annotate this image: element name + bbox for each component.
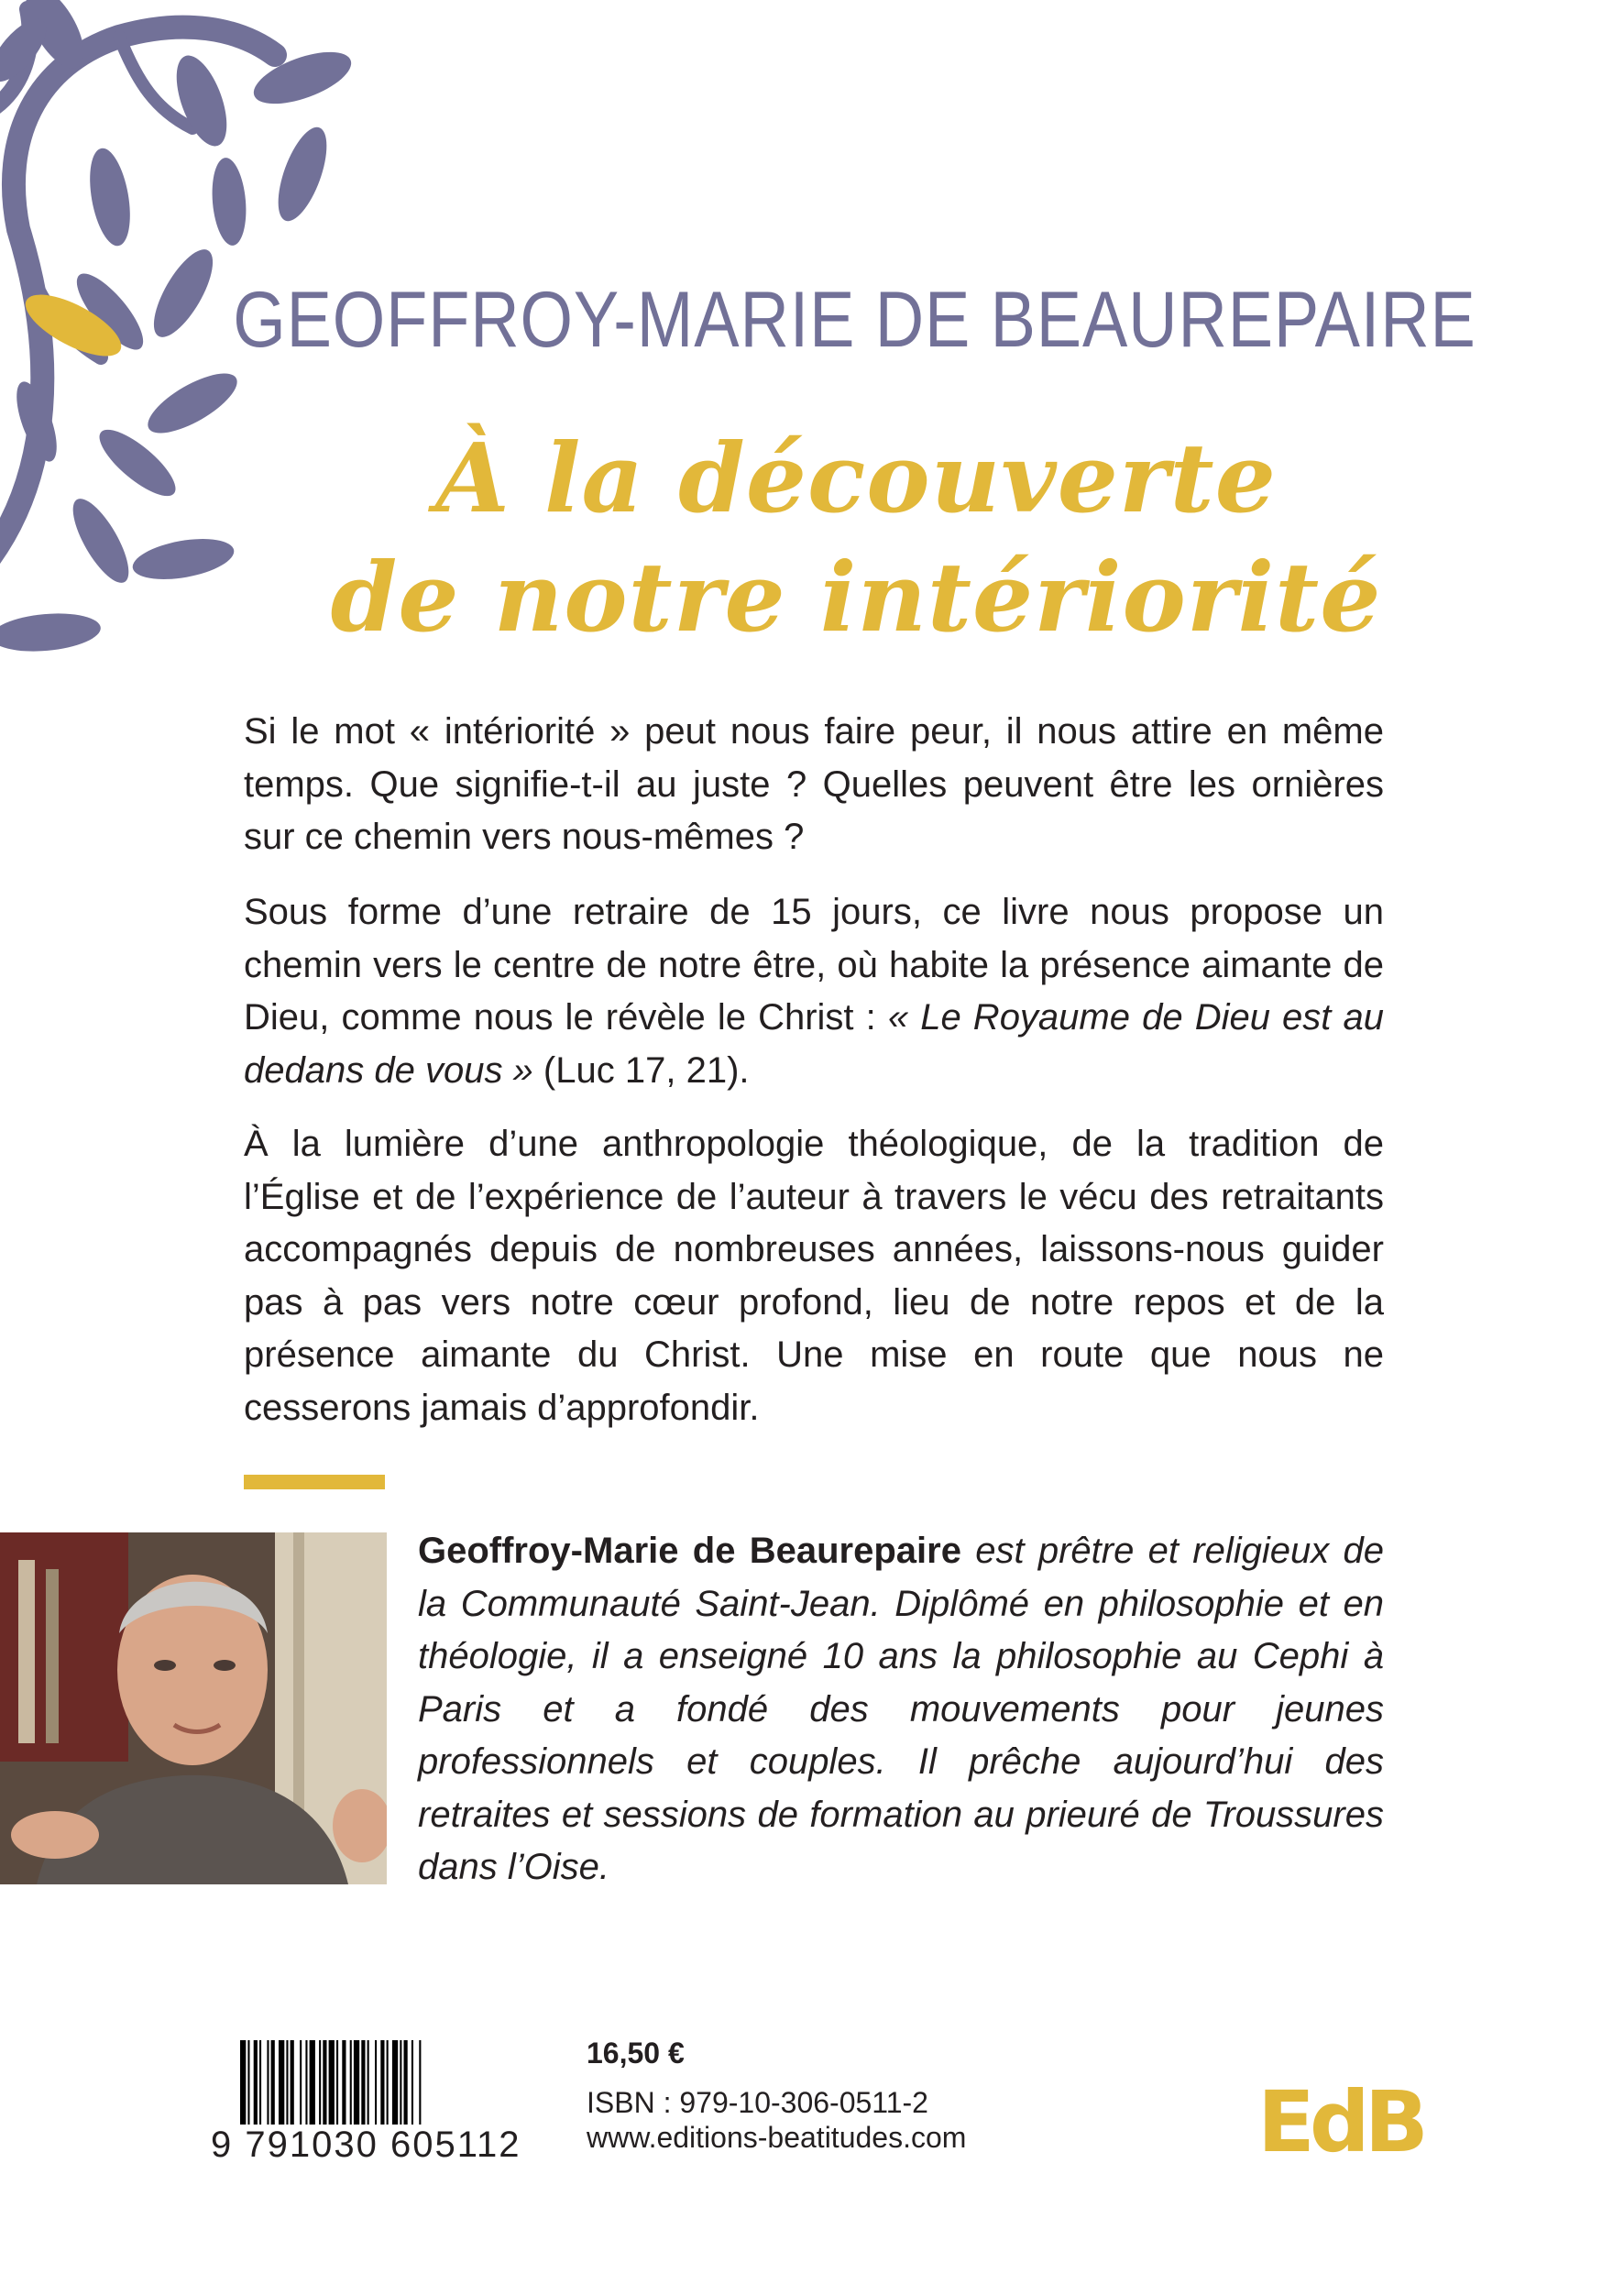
barcode-digits: 9 791030 605112	[211, 2125, 521, 2165]
gospel-reference: (Luc 17, 21).	[532, 1049, 750, 1091]
blurb-paragraph-3	[244, 1118, 1384, 1434]
blurb-paragraph-1	[244, 706, 1384, 864]
blurb-paragraph-3-text: À la lumière d’une anthropologie théologique, de la tradition de l’Église et de l’expérience de l’auteur à travers le vécu des retraitants accompagnés depuis de nombreuses années, laissons-nous guider pas à pas vers notre cœur profond, lieu de notre repos et de la présence aimante du Christ. Une mise en route que nous ne cesserons jamais d’approfondir.	[244, 1124, 1384, 1428]
blurb-paragraph-2	[244, 886, 1384, 1097]
divider-bar	[244, 1475, 385, 1489]
book-title-line-2: de notre intériorité	[330, 541, 1382, 653]
blurb-paragraph-2-text: Sous forme d’une retraire de 15 jours, ce livre nous propose un chemin vers le centre de notre être, où habite la présence aimante de Dieu, comme nous le révèle le Christ :	[244, 892, 1384, 1038]
book-title-line-1: À la découverte	[435, 422, 1277, 534]
author-bio	[418, 1525, 1384, 1894]
blurb-paragraph-1-text: Si le mot « intériorité » peut nous faire peur, il nous attire en même temps. Que signifie-t-il au juste ? Quelles peuvent être les ornières sur ce chemin vers nous-mêmes ?	[244, 711, 1384, 857]
publisher-website: www.editions-beatitudes.com	[587, 2121, 967, 2154]
author-bio-text: est prêtre et religieux de la Communauté Saint-Jean. Diplômé en philosophie et en théologie, il a enseigné 10 ans la philosophie au Cephi à Paris et a fondé des mouvements pour jeunes professionnels et couples. Il prêche aujourd’hui des retraites et sessions de formation au prieuré de Troussures dans l’Oise.	[418, 1531, 1384, 1887]
publisher-logo: EdB	[1257, 2073, 1423, 2171]
isbn-number: ISBN : 979-10-306-0511-2	[587, 2086, 928, 2119]
author-photo	[0, 1532, 387, 1884]
author-bio-name: Geoffroy-Marie de Beaurepaire	[418, 1531, 961, 1571]
cover-author: GEOFFROY-MARIE DE BEAUREPAIRE	[233, 276, 1476, 364]
gospel-quote: « Le Royaume de Dieu est au dedans de vous »	[244, 997, 1385, 1091]
book-price: 16,50 €	[587, 2037, 685, 2070]
